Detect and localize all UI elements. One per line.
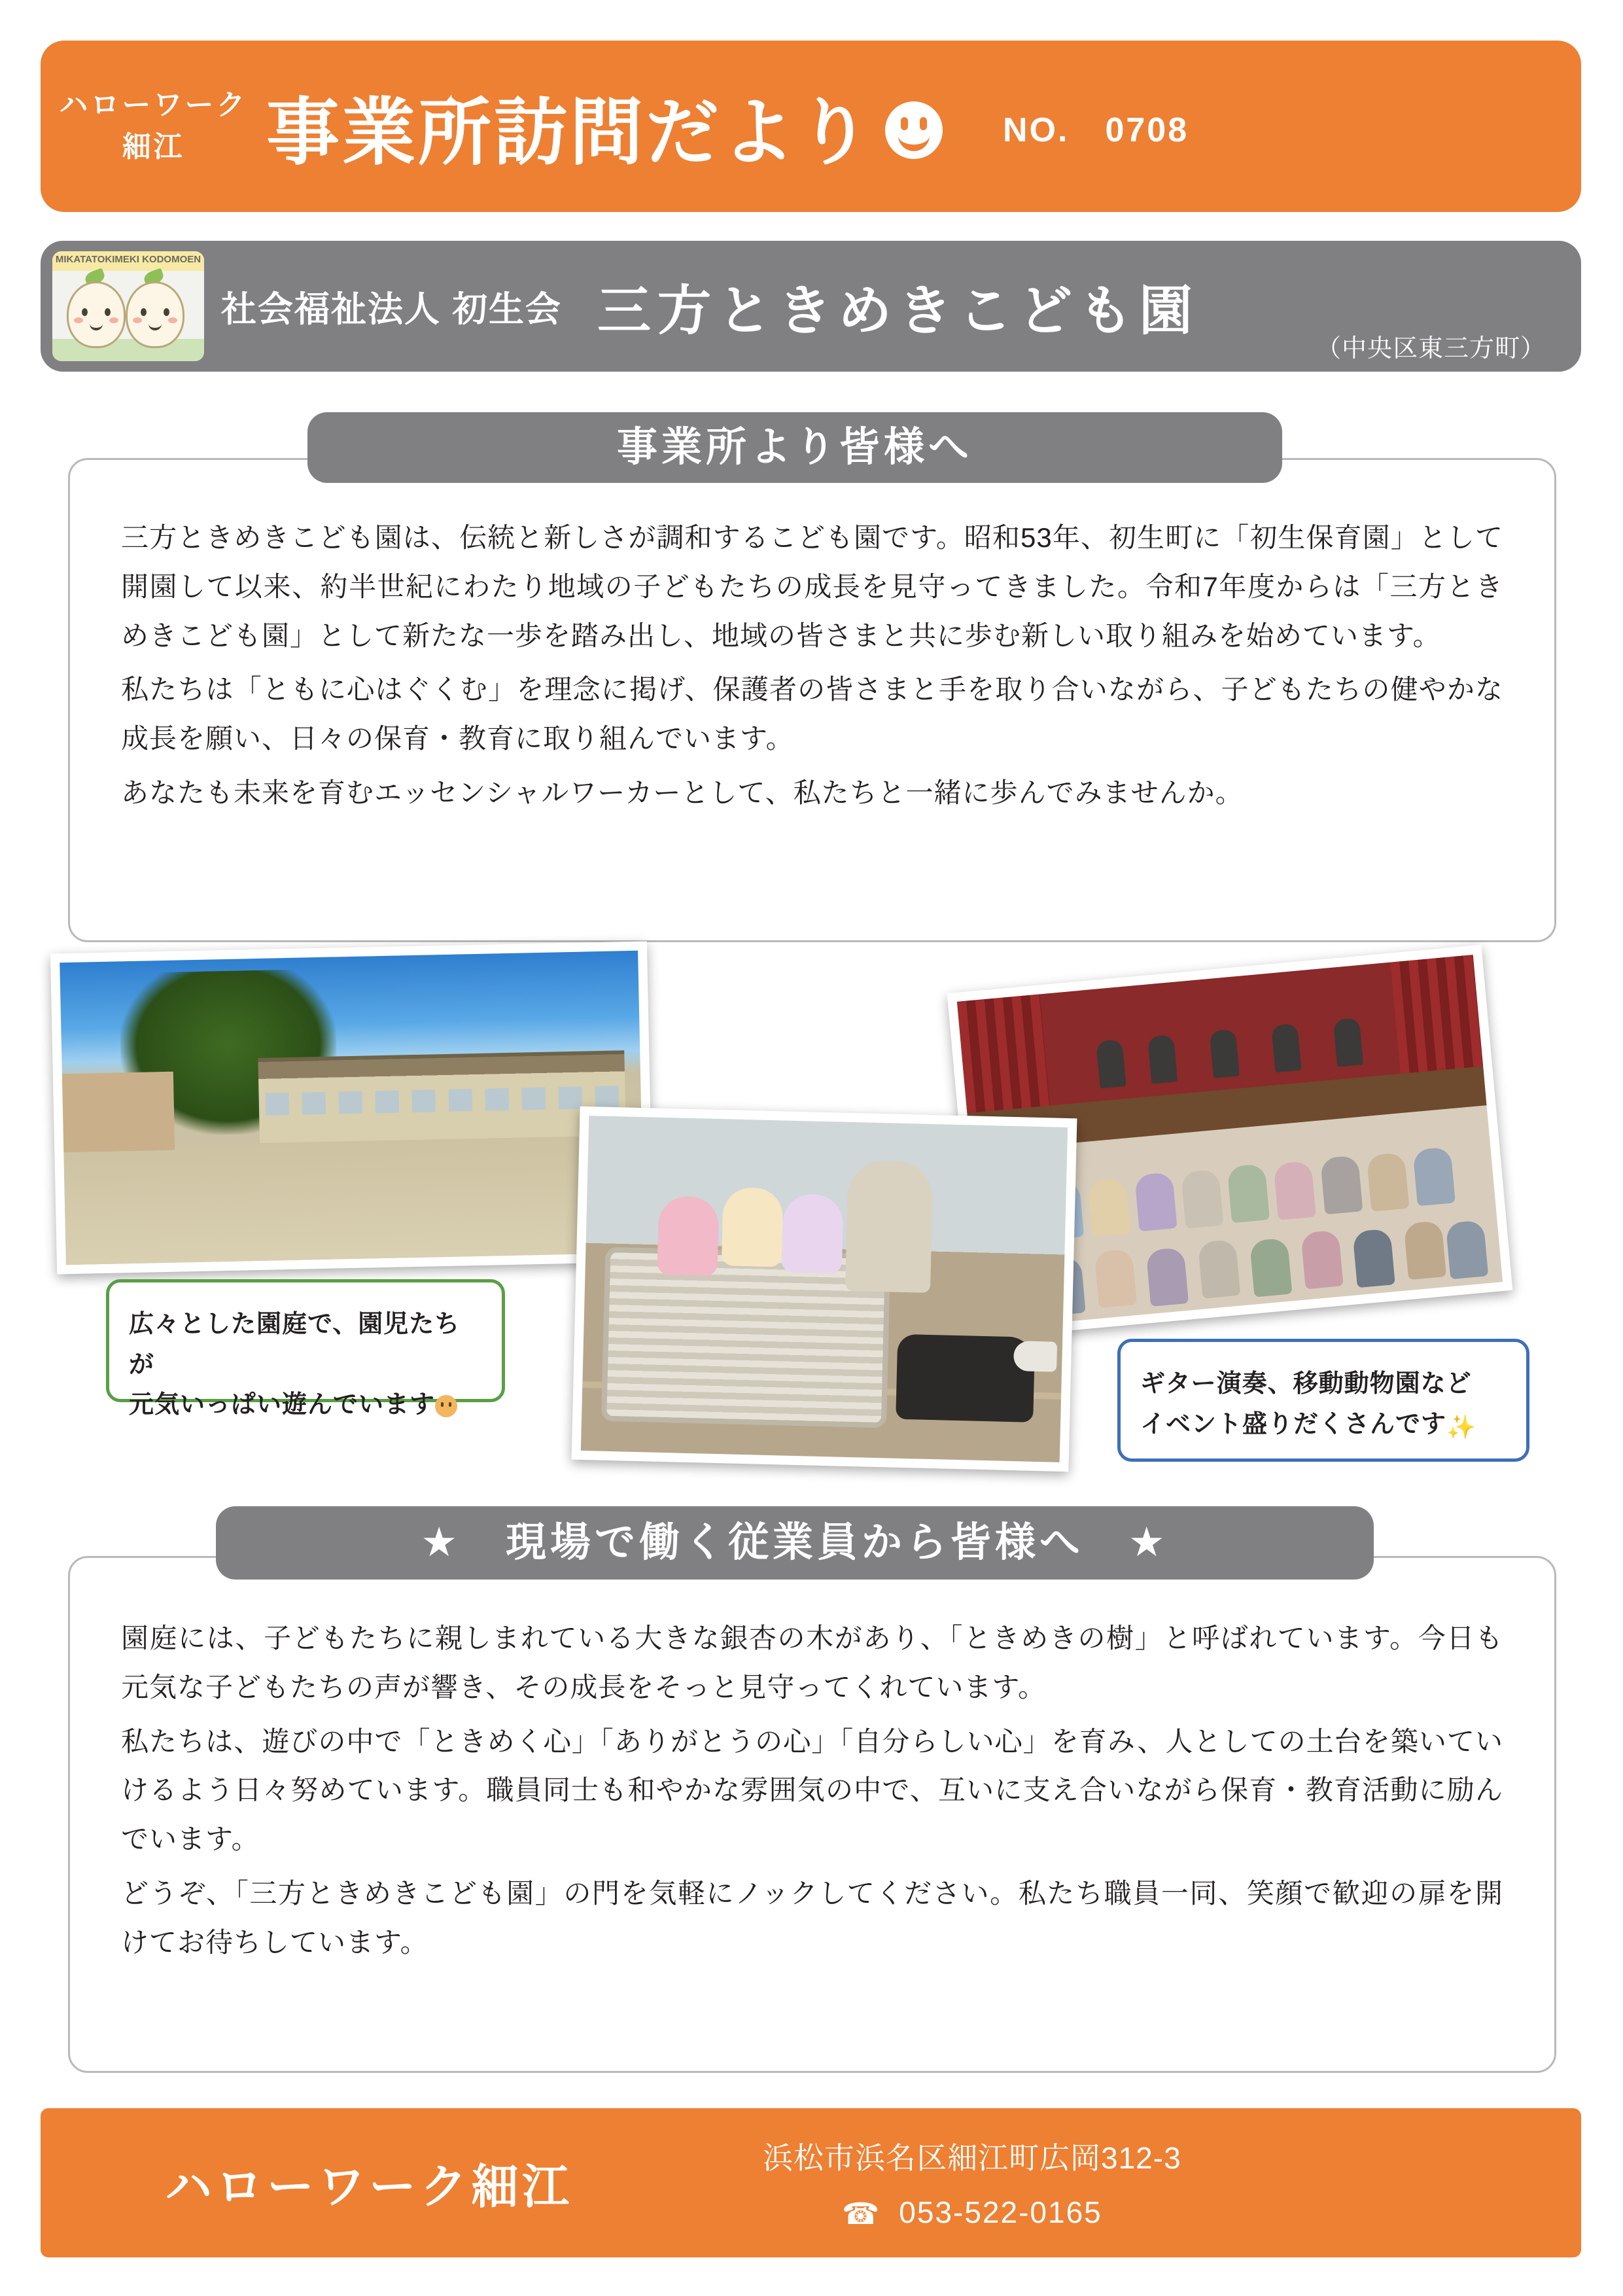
callout-playground	[106, 1279, 505, 1419]
paragraph: 園庭には、子どもたちに親しまれている大きな銀杏の木があり、「ときめきの樹」と呼ばれています。今日も元気な子どもたちの声が響き、その成長をそっと見守ってくれています。	[121, 1623, 1503, 1703]
callout-events	[1117, 1339, 1529, 1462]
section-heading-office: 事業所より皆様へ	[307, 412, 1282, 483]
photo-goat-visit	[572, 1106, 1077, 1472]
corporation-type: 社会福祉法人 初生会	[221, 289, 563, 329]
hellowork-office-label-line2: 細江	[122, 131, 185, 163]
logo-text: MIKATATOKIMEKI KODOMOEN	[55, 254, 201, 265]
telephone-icon: ☎	[841, 2197, 881, 2231]
callout-playground-line2: 元気いっぱい遊んでいます	[129, 1391, 436, 1419]
company-name: 三方ときめきこども園	[597, 281, 1200, 341]
paragraph: あなたも未来を育むエッセンシャルワーカーとして、私たちと一緒に歩んでみませんか。	[121, 777, 1244, 808]
issue-number: NO. 0708	[1003, 111, 1189, 149]
callout-events-line2: イベント盛りだくさんです	[1140, 1410, 1447, 1438]
footer-contact	[763, 2134, 1181, 2231]
page-title: 事業所訪問だより	[266, 91, 873, 173]
message-from-staff-text	[121, 1614, 1503, 1967]
paragraph: 私たちは、遊びの中で「ときめく心」「ありがとうの心」「自分らしい心」を育み、人としての土台を築いていけるよう日々努めています。職員同士も和やかな雰囲気の中で、互いに支え合いながら保育・教育活動に励んでいます。	[121, 1725, 1503, 1854]
paragraph: どうぞ、「三方ときめきこども園」の門を気軽にノックしてください。私たち職員一同、笑顔で歓迎の扉を開けてお待ちしています。	[121, 1877, 1503, 1958]
header-banner	[41, 41, 1581, 212]
footer-telephone-number: 053-522-0165	[899, 2195, 1102, 2229]
hellowork-office-label-line1: ハローワーク	[59, 89, 248, 122]
kodomoen-logo-icon	[52, 251, 204, 361]
message-from-staff-box	[68, 1556, 1556, 2073]
smiley-face-icon	[885, 101, 943, 159]
paragraph: 三方ときめきこども園は、伝統と新しさが調和するこども園です。昭和53年、初生町に「初生保育園」として開園して以来、約半世紀にわたり地域の子どもたちの成長を見守ってきました。令和7年度からは「三方ときめきこども園」として新たな一歩を踏み出し、地域の皆さまと共に歩む新しい取り組みを始めています。	[121, 522, 1503, 651]
footer-brand: ハローワーク細江	[165, 2161, 574, 2214]
company-bar	[41, 241, 1581, 372]
footer-bar	[41, 2108, 1581, 2257]
callout-events-line1: ギター演奏、移動動物園など	[1140, 1370, 1472, 1398]
footer-address: 浜松市浜名区細江町広岡312-3	[763, 2141, 1181, 2175]
company-address: （中央区東三方町）	[1316, 335, 1546, 362]
smiling-face-icon	[435, 1395, 457, 1417]
photo-playground	[50, 942, 654, 1275]
hellowork-office-label	[41, 84, 266, 168]
paragraph: 私たちは「ともに心はぐくむ」を理念に掲げ、保護者の皆さまと手を取り合いながら、子どもたちの健やかな成長を願い、日々の保育・教育に取り組んでいます。	[121, 674, 1503, 754]
section-heading-staff: ★ 現場で働く従業員から皆様へ ★	[216, 1506, 1374, 1580]
callout-playground-line1: 広々とした園庭で、園児たちが	[129, 1311, 461, 1379]
message-from-office-text	[121, 514, 1503, 818]
sparkles-icon: ✨	[1446, 1413, 1476, 1440]
message-from-office-box	[68, 458, 1556, 942]
